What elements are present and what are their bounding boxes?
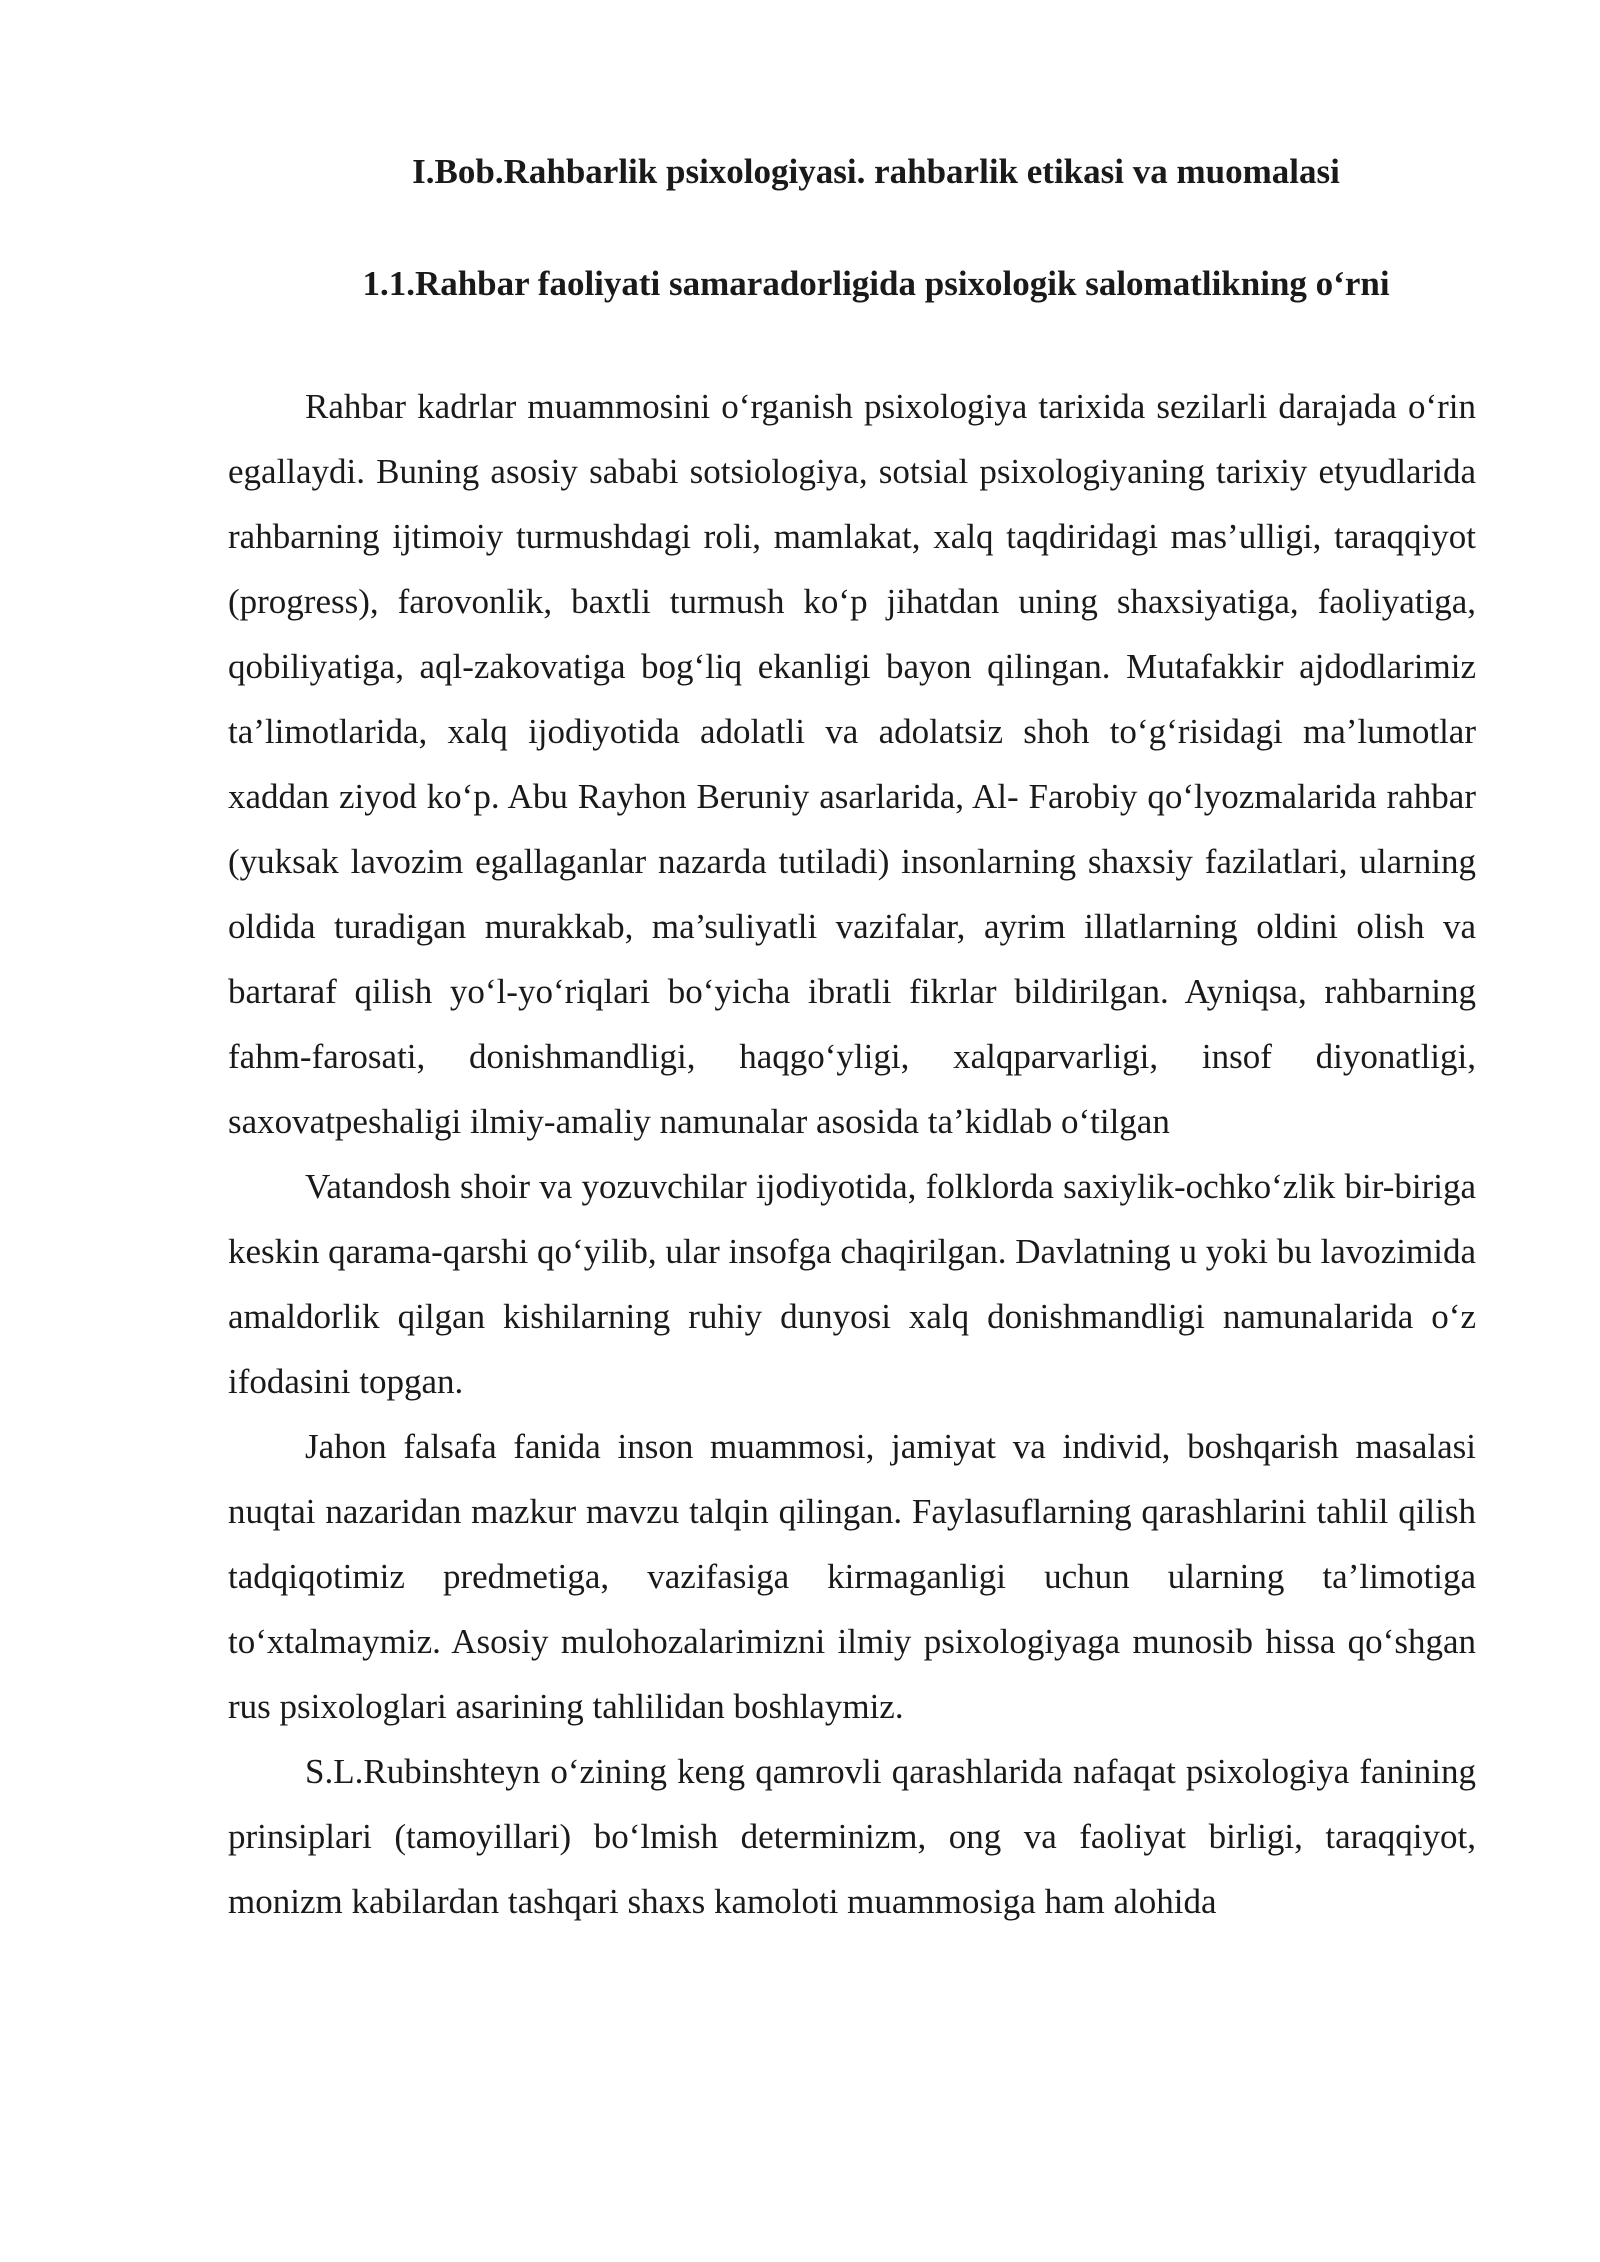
body-text	[228, 374, 1476, 1934]
paragraph: S.L.Rubinshteyn o‘zining keng qamrovli qarashlarida nafaqat psixologiya fanining prinsiplari (tamoyillari) bo‘lmish determinizm, ong va faoliyat birligi, taraqqiyot, monizm kabilardan tashqari shaxs kamoloti muammosiga ham alohida	[228, 1752, 1476, 1921]
paragraph: Rahbar kadrlar muammosini o‘rganish psixologiya tarixida sezilarli darajada o‘rin egallaydi. Buning asosiy sababi sotsiologiya, sotsial psixologiyaning tarixiy etyudlarida rahbarning ijtimoiy turmushdagi roli, mamlakat, xalq taqdiridagi mas’ulligi, taraqqiyot (progress), farovonlik, baxtli turmush ko‘p jihatdan uning shaxsiyatiga, faoliyatiga, qobiliyatiga, aql-zakovatiga bog‘liq ekanligi bayon qilingan. Mutafakkir ajdodlarimiz ta’limotlarida, xalq ijodiyotida adolatli va adolatsiz shoh to‘g‘risidagi ma’lumotlar xaddan ziyod ko‘p. Abu Rayhon Beruniy asarlarida, Al- Farobiy qo‘lyozmalarida rahbar (yuksak lavozim egallaganlar nazarda tutiladi) insonlarning shaxsiy fazilatlari, ularning oldida turadigan murakkab, ma’suliyatli vazifalar, ayrim illatlarning oldini olish va bartaraf qilish yo‘l-yo‘riqlari bo‘yicha ibratli fikrlar bildirilgan. Ayniqsa, rahbarning fahm-farosati, donishmandligi, haqgo‘yligi, xalqparvarligi, insof diyonatligi, saxovatpeshaligi ilmiy-amaliy namunalar asosida ta’kidlab o‘tilgan	[228, 387, 1476, 1141]
document-page	[228, 150, 1476, 1934]
paragraph: Jahon falsafa fanida inson muammosi, jamiyat va individ, boshqarish masalasi nuqtai nazaridan mazkur mavzu talqin qilingan. Faylasuflarning qarashlarini tahlil qilish tadqiqotimiz predmetiga, vazifasiga kirmaganligi uchun ularning ta’limotiga to‘xtalmaymiz. Asosiy mulohozalarimizni ilmiy psixologiyaga munosib hissa qo‘shgan rus psixologlari asarining tahlilidan boshlaymiz.	[228, 1427, 1476, 1726]
paragraph: Vatandosh shoir va yozuvchilar ijodiyotida, folklorda saxiylik-ochko‘zlik bir-biriga keskin qarama-qarshi qo‘yilib, ular insofga chaqirilgan. Davlatning u yoki bu lavozimida amaldorlik qilgan kishilarning ruhiy dunyosi xalq donishmandligi namunalarida o‘z ifodasini topgan.	[228, 1167, 1477, 1401]
section-title: 1.1.Rahbar faoliyati samaradorligida psixologik salomatlikning o‘rni	[362, 264, 1390, 303]
chapter-title: I.Bob.Rahbarlik psixologiyasi. rahbarlik etikasi va muomalasi	[412, 152, 1340, 191]
